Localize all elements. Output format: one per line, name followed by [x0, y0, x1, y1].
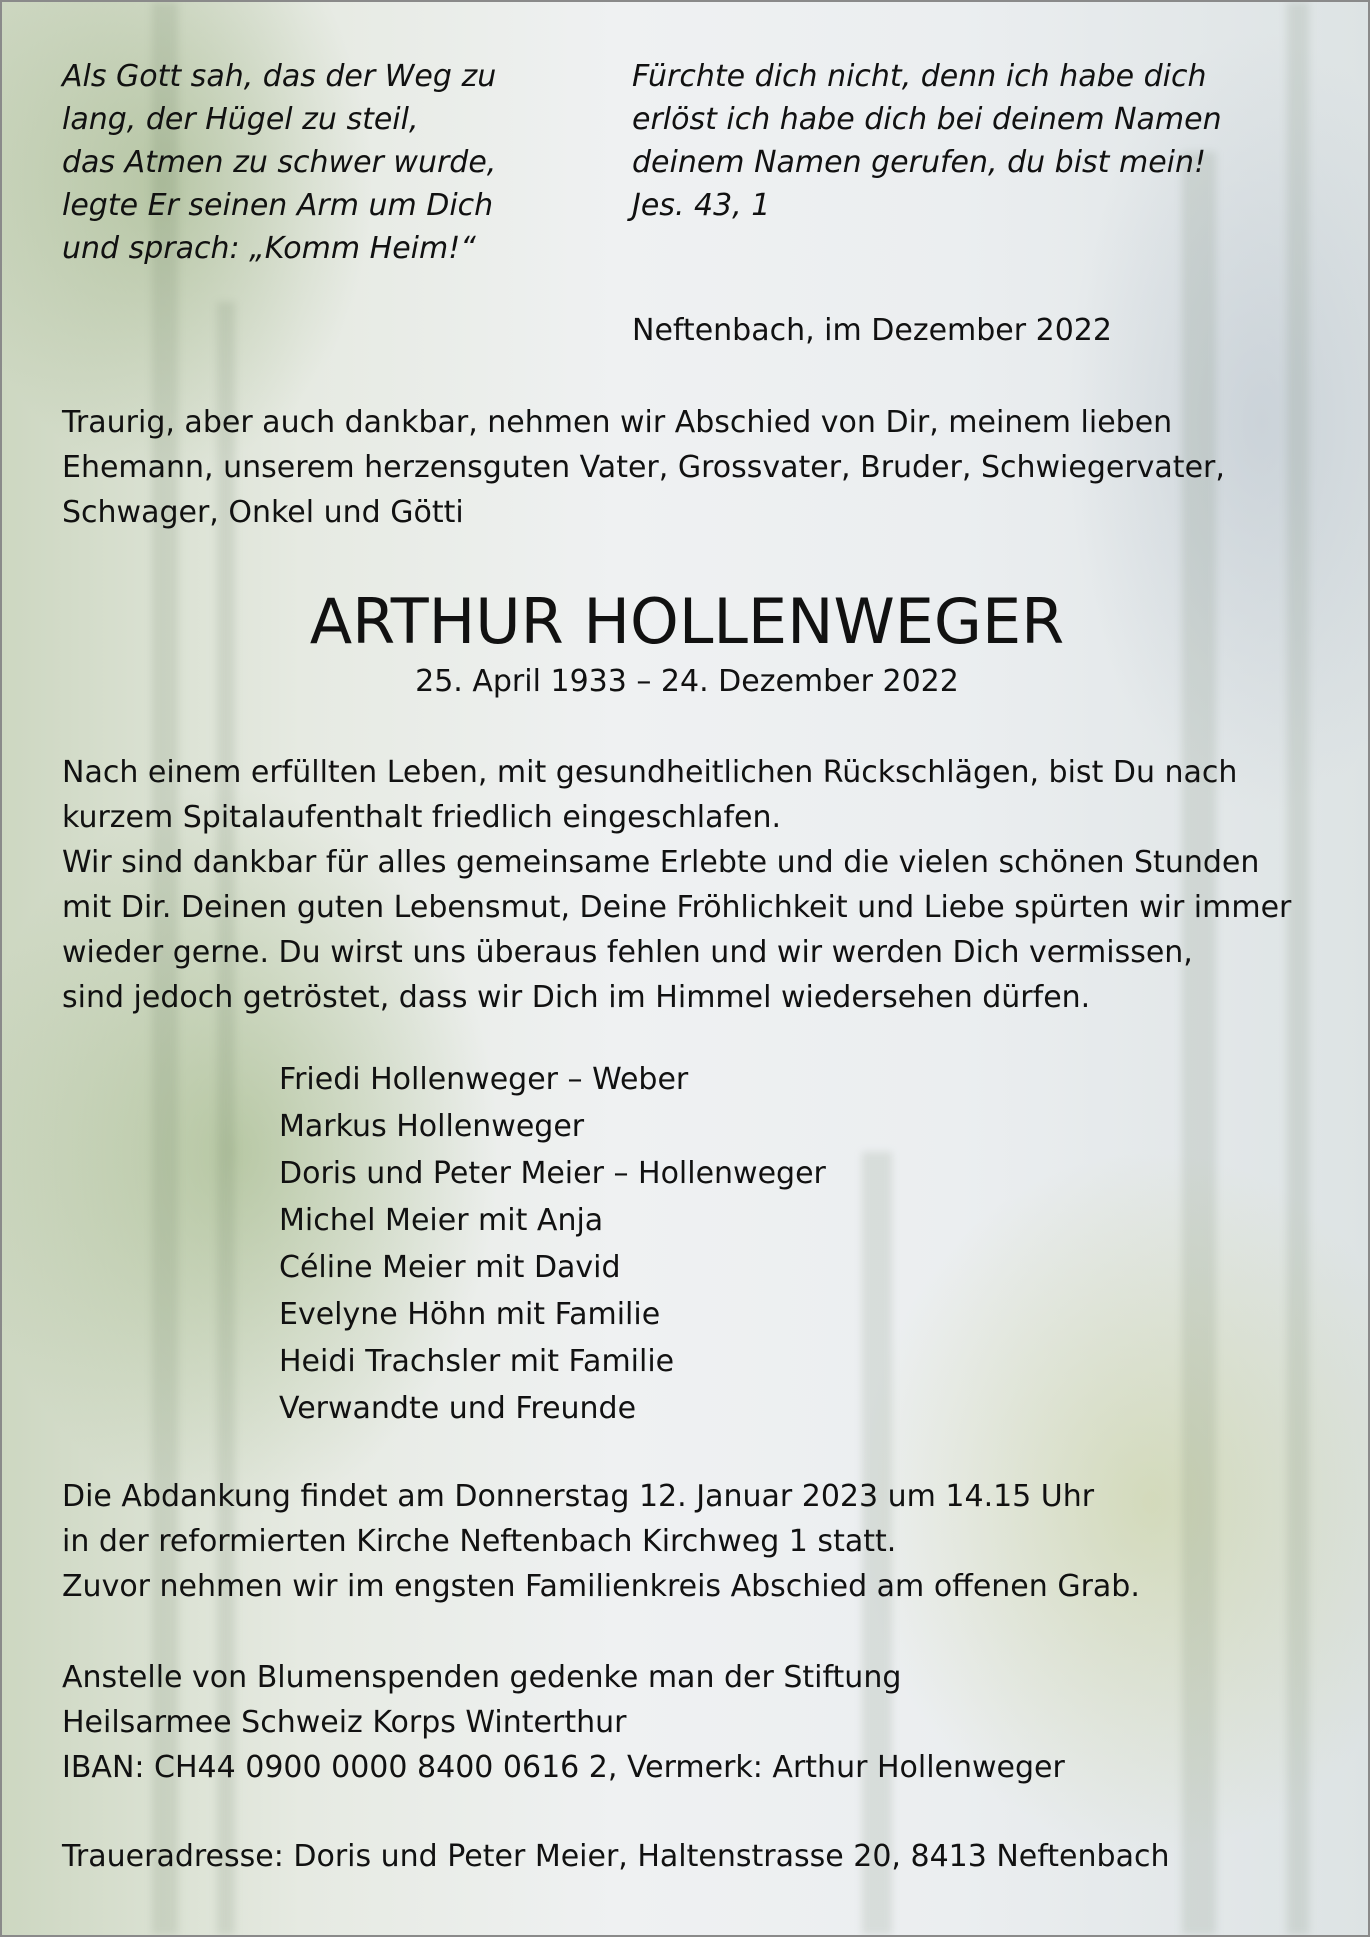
place-date: Neftenbach, im Dezember 2022 — [632, 313, 1112, 348]
family-member: Céline Meier mit David — [279, 1250, 621, 1285]
obituary-content — [2, 2, 1368, 1935]
donation-info: Anstelle von Blumenspenden gedenke man der Stiftung Heilsarmee Schweiz Korps Winterthur IBAN: CH44 0900 0000 8400 0616 2, Vermerk: Arthur Hollenweger — [62, 1660, 1065, 1785]
bible-verse: Fürchte dich nicht, denn ich habe dich erlöst ich habe dich bei deinem Namen deinem Namen gerufen, du bist mein! Jes. 43, 1 — [632, 59, 1222, 223]
family-member: Heidi Trachsler mit Familie — [279, 1344, 675, 1379]
family-member: Michel Meier mit Anja — [279, 1203, 604, 1238]
verse-left: Als Gott sah, das der Weg zu lang, der Hügel zu steil, das Atmen zu schwer wurde, legte Er seinen Arm um Dich und sprach: „Komm Heim!“ — [62, 59, 497, 266]
family-member: Friedi Hollenweger – Weber — [279, 1062, 689, 1097]
funeral-info: Die Abdankung findet am Donnerstag 12. Januar 2023 um 14.15 Uhr in der reformierten Kirche Neftenbach Kirchweg 1 statt. Zuvor nehmen wir im engsten Familienkreis Abschied am offenen Grab. — [62, 1479, 1140, 1604]
mourning-address: Traueradresse: Doris und Peter Meier, Haltenstrasse 20, 8413 Neftenbach — [62, 1839, 1170, 1874]
deceased-name: ARTHUR HOLLENWEGER — [309, 585, 1065, 658]
family-list — [279, 1056, 826, 1432]
family-member: Evelyne Höhn mit Familie — [279, 1297, 661, 1332]
family-member: Verwandte und Freunde — [279, 1391, 637, 1426]
intro-paragraph: Traurig, aber auch dankbar, nehmen wir Abschied von Dir, meinem lieben Ehemann, unserem herzensguten Vater, Grossvater, Bruder, Schwiegervater, Schwager, Onkel und Götti — [62, 405, 1225, 530]
family-member: Markus Hollenweger — [279, 1109, 585, 1144]
family-member: Doris und Peter Meier – Hollenweger — [279, 1156, 826, 1191]
life-dates: 25. April 1933 – 24. Dezember 2022 — [415, 664, 959, 699]
body-paragraph: Nach einem erfüllten Leben, mit gesundheitlichen Rückschlägen, bist Du nach kurzem Spitalaufenthalt friedlich eingeschlafen. Wir sind dankbar für alles gemeinsame Erlebte und die vielen schönen Stunden mit Dir. Deinen guten Lebensmut, Deine Fröhlichkeit und Liebe spürten wir immer wieder gerne. Du wirst uns überaus fehlen und wir werden Dich vermissen, sind jedoch getröstet, dass wir Dich im Himmel wiedersehen dürfen. — [62, 755, 1292, 1015]
